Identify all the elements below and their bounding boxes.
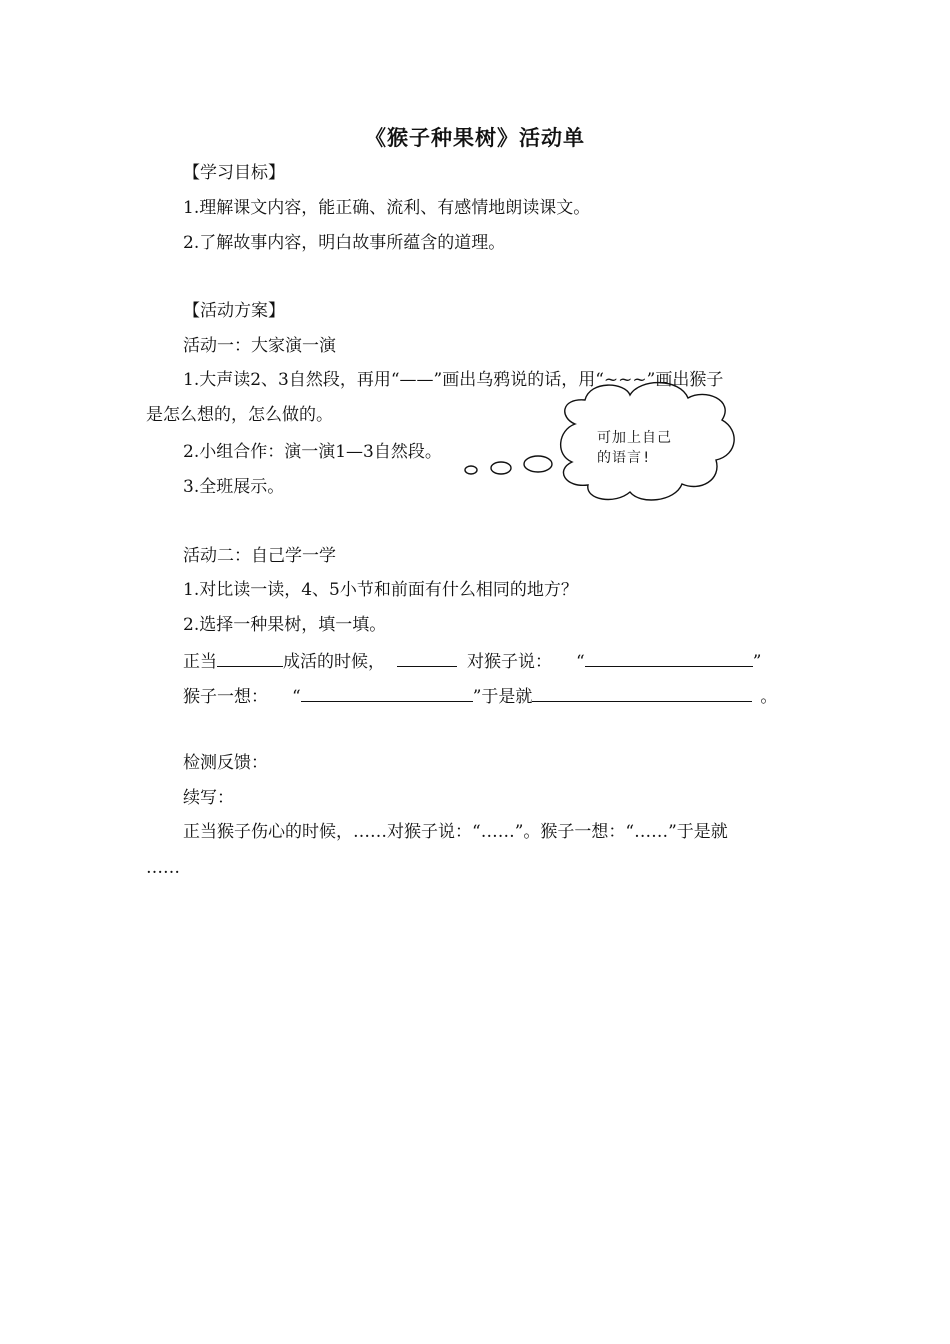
goal-2: 2.了解故事内容，明白故事所蕴含的道理。 xyxy=(183,233,506,253)
continue-writing-line-2: …… xyxy=(146,858,180,878)
activity-1-item-2: 2.小组合作：演一演1—3自然段。 xyxy=(183,442,442,462)
fill1-text-b: 成活的时候， xyxy=(283,652,385,672)
activity-2-item-1: 1.对比读一读，4、5小节和前面有什么相同的地方？ xyxy=(183,580,578,600)
fill-blank-speech[interactable] xyxy=(585,648,753,667)
page-title: 《猴子种果树》活动单 xyxy=(365,126,585,150)
activity-2-title: 活动二：自己学一学 xyxy=(183,546,336,566)
fill-blank-speaker[interactable] xyxy=(397,648,457,667)
activity-2-item-2: 2.选择一种果树，填一填。 xyxy=(183,615,387,635)
activity-1-item-1-line-2: 是怎么想的，怎么做的。 xyxy=(146,405,333,425)
continue-writing-line-1: 正当猴子伤心的时候，……对猴子说：“……”。猴子一想：“……”于是就 xyxy=(183,822,728,842)
goal-1: 1.理解课文内容，能正确、流利、有感情地朗读课文。 xyxy=(183,198,591,218)
fill-blank-thought[interactable] xyxy=(301,683,473,702)
activity-1-item-3: 3.全班展示。 xyxy=(183,477,285,497)
fill-blank-fruit-tree[interactable] xyxy=(217,648,283,667)
fill-blank-action[interactable] xyxy=(532,683,752,702)
fill1-open-quote: “ xyxy=(576,652,585,672)
fill-in-line-2 xyxy=(183,683,777,709)
fill1-close-quote: ” xyxy=(752,652,762,672)
fill2-period: 。 xyxy=(760,687,778,707)
fill2-text-c: ”于是就 xyxy=(472,687,533,707)
goals-heading: 【学习目标】 xyxy=(183,163,285,183)
cloud-note-line-1: 可加上自己 xyxy=(597,430,672,446)
cloud-note xyxy=(597,428,672,468)
activity-1-item-1-line-1: 1.大声读2、3自然段，再用“——”画出乌鸦说的话，用“~~~”画出猴子 xyxy=(183,370,724,390)
plan-heading: 【活动方案】 xyxy=(183,301,285,321)
fill2-text-a: 猴子一想： xyxy=(183,687,268,707)
feedback-heading: 检测反馈： xyxy=(183,753,268,773)
activity-1-title: 活动一：大家演一演 xyxy=(183,336,336,356)
fill2-open-quote: “ xyxy=(292,687,301,707)
cloud-note-line-2: 的语言! xyxy=(597,450,652,466)
fill-in-line-1 xyxy=(183,648,761,674)
fill1-text-c: 对猴子说： xyxy=(467,652,552,672)
fill1-text-a: 正当 xyxy=(183,652,217,672)
continue-writing-label: 续写： xyxy=(183,788,234,808)
